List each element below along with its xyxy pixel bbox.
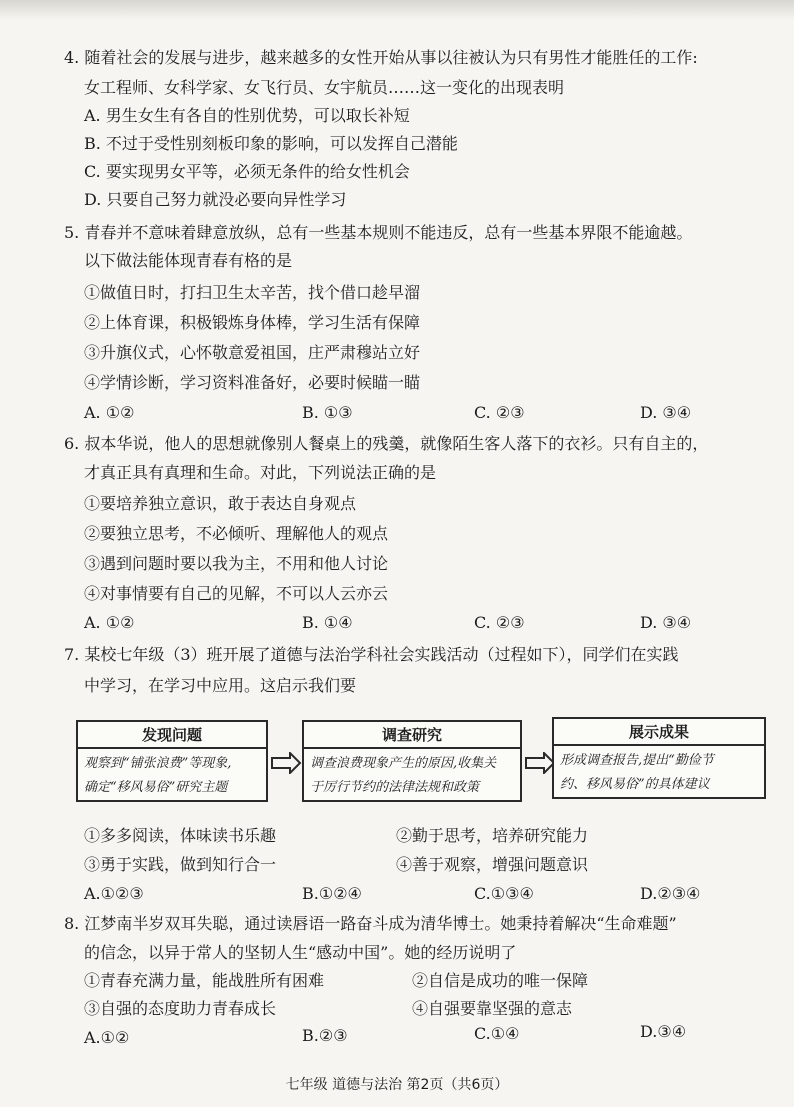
q8-option-b: B.②③	[302, 1026, 348, 1045]
q6-option-a: A. ①②	[84, 613, 135, 632]
flow-box-title: 调查研究	[381, 726, 442, 744]
q4-option-b: B. 不过于受性别刻板印象的影响，可以发挥自己潜能	[84, 134, 458, 153]
q8-statement-2: ②自信是成功的唯一保障	[412, 971, 589, 990]
flow-box-discover	[76, 720, 268, 802]
q5-option-b: B. ①③	[302, 403, 353, 422]
q4-option-a: A. 男生女生有各自的性别优势，可以取长补短	[84, 106, 410, 125]
q5-statement-3: ③升旗仪式，心怀敬意爱祖国，庄严肃穆站立好	[84, 343, 421, 362]
q6-option-b: B. ①④	[302, 613, 353, 632]
flow-box-text-line2: 于厉行节约的法律法规和政策	[310, 780, 480, 795]
flow-box-title: 展示成果	[628, 723, 689, 741]
flow-box-results	[552, 717, 766, 799]
q4-option-d: D. 只要自己努力就没必要向异性学习	[84, 190, 347, 209]
flow-box-text-line1: 调查浪费现象产生的原因,收集关	[310, 756, 497, 771]
scan-top-edge	[0, 0, 794, 20]
q8-statement-1: ①青春充满力量，能战胜所有困难	[84, 971, 325, 990]
q7-stem-line2: 中学习，在学习中应用。这启示我们要	[84, 676, 357, 695]
q5-option-a: A. ①②	[84, 403, 135, 422]
q7-statement-3: ③勇于实践，做到知行合一	[84, 855, 277, 874]
q8-stem-line1: 8. 江梦南半岁双耳失聪，通过读唇语一路奋斗成为清华博士。她秉持着解决“生命难题”	[64, 914, 677, 933]
q7-option-a: A.①②③	[84, 884, 144, 903]
q6-statement-2: ②要独立思考，不必倾听、理解他人的观点	[84, 524, 389, 543]
q8-statement-4: ④自强要靠坚强的意志	[412, 999, 573, 1018]
q6-stem-line1: 6. 叔本华说，他人的思想就像别人餐桌上的残羹，就像陌生客人落下的衣衫。只有自主的，	[64, 434, 709, 453]
q4-option-c: C. 要实现男女平等，必须无条件的给女性机会	[84, 162, 410, 181]
q8-option-d: D.③④	[640, 1022, 687, 1041]
q5-stem-line1: 5. 青春并不意味着肆意放纵，总有一些基本规则不能违反，总有一些基本界限不能逾越。	[64, 223, 693, 242]
flow-box-title: 发现问题	[141, 726, 202, 744]
q6-stem-line2: 才真正具有真理和生命。对此，下列说法正确的是	[84, 463, 437, 482]
q5-statement-1: ①做值日时，打扫卫生太辛苦，找个借口趁早溜	[84, 283, 421, 302]
q8-stem-line2: 的信念，以异于常人的坚韧人生“感动中国”。她的经历说明了	[84, 943, 517, 962]
q6-statement-4: ④对事情要有自己的见解，不可以人云亦云	[84, 584, 389, 603]
q5-statement-4: ④学情诊断，学习资料准备好，必要时候瞄一瞄	[84, 373, 421, 392]
q6-option-d: D. ③④	[640, 613, 692, 632]
q7-statement-4: ④善于观察，增强问题意识	[396, 855, 589, 874]
flow-box-text-line1: 形成调查报告,提出“勤俭节	[560, 753, 714, 768]
q5-option-d: D. ③④	[640, 403, 692, 422]
q7-option-c: C.①③④	[474, 884, 534, 903]
q4-stem-line1: 4. 随着社会的发展与进步，越来越多的女性开始从事以往被认为只有男性才能胜任的工作:	[64, 48, 698, 67]
flow-box-text-line2: 约、移风易俗”的具体建议	[560, 777, 710, 792]
q5-option-c: C. ②③	[474, 403, 525, 422]
flow-box-divider	[78, 747, 266, 749]
flow-box-text-line1: 观察到“铺张浪费”等现象,	[84, 756, 232, 771]
q5-statement-2: ②上体育课，积极锻炼身体棒，学习生活有保障	[84, 313, 421, 332]
q7-statement-1: ①多多阅读，体味读书乐趣	[84, 826, 277, 845]
double-arrow-right-icon	[270, 752, 302, 774]
q5-stem-line2: 以下做法能体现青春有格的是	[84, 251, 293, 270]
page-footer: 七年级 道德与法治 第2页（共6页）	[285, 1077, 509, 1093]
flow-box-research	[302, 720, 522, 802]
q8-option-c: C.①④	[474, 1024, 520, 1043]
q7-statement-2: ②勤于思考，培养研究能力	[396, 826, 589, 845]
q7-option-b: B.①②④	[302, 884, 362, 903]
flow-box-text-line2: 确定“移风易俗”研究主题	[84, 780, 228, 795]
q6-statement-3: ③遇到问题时要以我为主，不用和他人讨论	[84, 554, 389, 573]
q6-statement-1: ①要培养独立意识，敢于表达自身观点	[84, 494, 357, 513]
q7-option-d: D.②③④	[640, 884, 701, 903]
q4-stem-line2: 女工程师、女科学家、女飞行员、女宇航员……这一变化的出现表明	[84, 78, 565, 97]
flow-box-divider	[304, 747, 520, 749]
q8-option-a: A.①②	[84, 1028, 130, 1047]
q6-option-c: C. ②③	[474, 613, 525, 632]
q7-stem-line1: 7. 某校七年级（3）班开展了道德与法治学科社会实践活动（过程如下），同学们在实践	[64, 645, 679, 664]
q8-statement-3: ③自强的态度助力青春成长	[84, 999, 277, 1018]
flow-box-divider	[554, 744, 764, 746]
